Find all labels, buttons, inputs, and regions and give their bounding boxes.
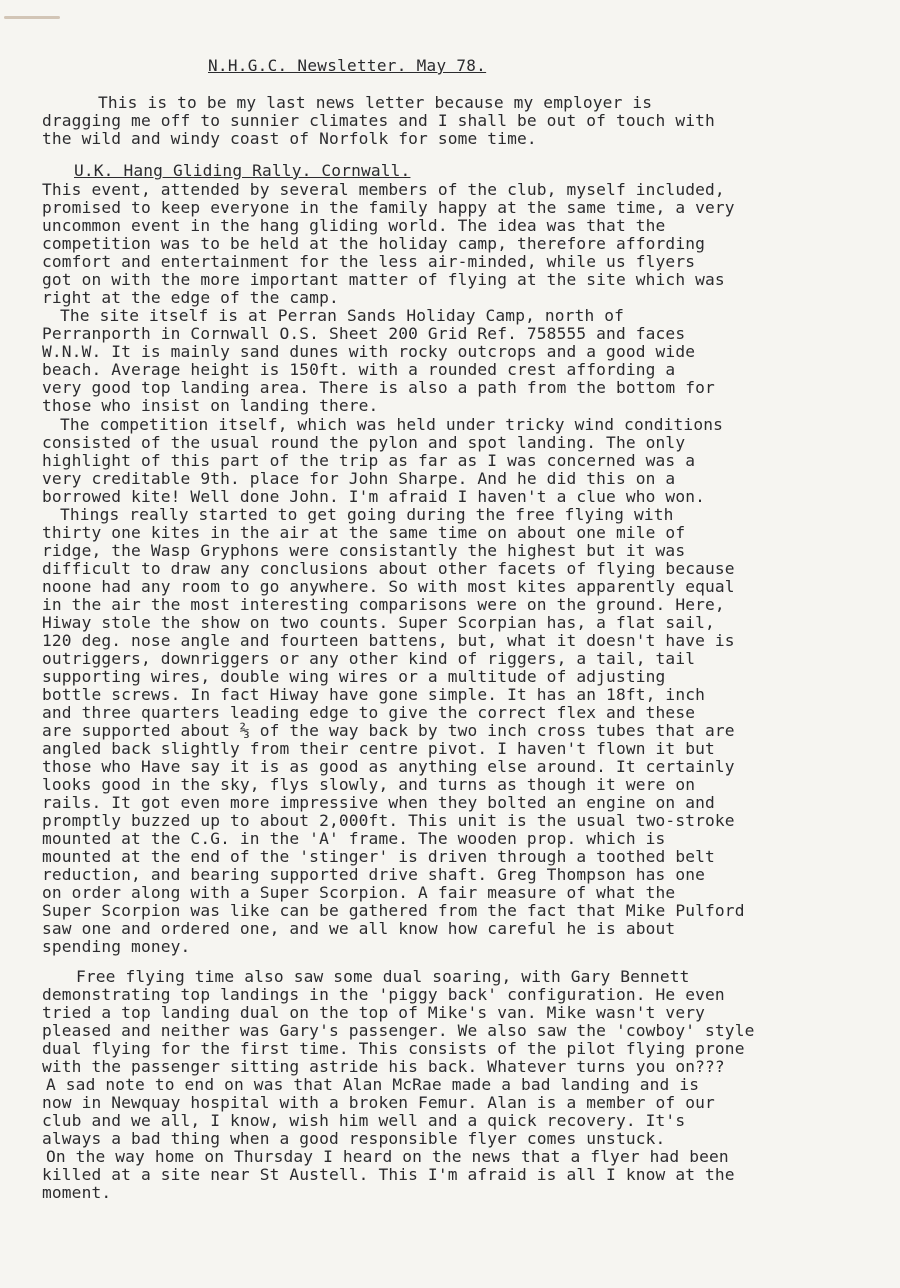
closing-line: Free flying time also saw some dual soaring, with Gary Bennett — [76, 967, 690, 986]
body-line: borrowed kite! Well done John. I'm afraid I haven't a clue who won. — [42, 487, 706, 506]
intro-line: dragging me off to sunnier climates and I shall be out of touch with — [42, 111, 715, 130]
body-line: thirty one kites in the air at the same time on about one mile of — [42, 523, 686, 542]
closing-line: with the passenger sitting astride his back. Whatever turns you on??? — [42, 1057, 725, 1076]
body-line: very creditable 9th. place for John Sharpe. And he did this on a — [42, 469, 676, 488]
intro-line: This is to be my last news letter because my employer is — [98, 93, 653, 112]
staple-mark — [4, 16, 60, 19]
body-line: ridge, the Wasp Gryphons were consistantly the highest but it was — [42, 541, 686, 560]
body-line: on order along with a Super Scorpion. A fair measure of what the — [42, 883, 676, 902]
closing-line: killed at a site near St Austell. This I'm afraid is all I know at the — [42, 1165, 735, 1184]
body-line: those who Have say it is as good as anything else around. It certainly — [42, 757, 735, 776]
closing-line: moment. — [42, 1183, 112, 1202]
body-line: saw one and ordered one, and we all know how careful he is about — [42, 919, 676, 938]
body-line: very good top landing area. There is also a path from the bottom for — [42, 378, 715, 397]
closing-line: On the way home on Thursday I heard on the news that a flyer had been — [46, 1147, 729, 1166]
body-line: mounted at the C.G. in the 'A' frame. The wooden prop. which is — [42, 829, 666, 848]
closing-line: A sad note to end on was that Alan McRae made a bad landing and is — [46, 1075, 700, 1094]
body-line: difficult to draw any conclusions about other facets of flying because — [42, 559, 735, 578]
body-line: looks good in the sky, flys slowly, and turns as though it were on — [42, 775, 696, 794]
body-line: supporting wires, double wing wires or a multitude of adjusting — [42, 667, 666, 686]
body-line: in the air the most interesting comparisons were on the ground. Here, — [42, 595, 725, 614]
body-line: are supported about ⅔ of the way back by two inch cross tubes that are — [42, 721, 735, 740]
body-line: Super Scorpion was like can be gathered from the fact that Mike Pulford — [42, 901, 745, 920]
body-line: those who insist on landing there. — [42, 396, 379, 415]
body-line: and three quarters leading edge to give the correct flex and these — [42, 703, 696, 722]
closing-line: now in Newquay hospital with a broken Femur. Alan is a member of our — [42, 1093, 715, 1112]
closing-line: tried a top landing dual on the top of Mike's van. Mike wasn't very — [42, 1003, 706, 1022]
body-line: Hiway stole the show on two counts. Super Scorpian has, a flat sail, — [42, 613, 715, 632]
body-line: highlight of this part of the trip as far as I was concerned was a — [42, 451, 696, 470]
body-line: uncommon event in the hang gliding world. The idea was that the — [42, 216, 666, 235]
body-line: outriggers, downriggers or any other kind of riggers, a tail, tail — [42, 649, 696, 668]
section-heading: U.K. Hang Gliding Rally. Cornwall. — [74, 161, 411, 180]
body-line: right at the edge of the camp. — [42, 288, 339, 307]
body-line: promptly buzzed up to about 2,000ft. This unit is the usual two-stroke — [42, 811, 735, 830]
body-line: Things really started to get going during the free flying with — [60, 505, 674, 524]
body-line: mounted at the end of the 'stinger' is driven through a toothed belt — [42, 847, 715, 866]
body-line: rails. It got even more impressive when they bolted an engine on and — [42, 793, 715, 812]
closing-line: demonstrating top landings in the 'piggy back' configuration. He even — [42, 985, 725, 1004]
body-line: comfort and entertainment for the less air-minded, while us flyers — [42, 252, 696, 271]
body-line: competition was to be held at the holiday camp, therefore affording — [42, 234, 706, 253]
body-line: noone had any room to go anywhere. So with most kites apparently equal — [42, 577, 735, 596]
closing-line: always a bad thing when a good responsible flyer comes unstuck. — [42, 1129, 666, 1148]
body-line: angled back slightly from their centre pivot. I haven't flown it but — [42, 739, 715, 758]
body-line: Perranporth in Cornwall O.S. Sheet 200 Grid Ref. 758555 and faces — [42, 324, 686, 343]
body-line: spending money. — [42, 937, 191, 956]
body-line: W.N.W. It is mainly sand dunes with rocky outcrops and a good wide — [42, 342, 696, 361]
body-line: 120 deg. nose angle and fourteen battens, but, what it doesn't have is — [42, 631, 735, 650]
body-line: reduction, and bearing supported drive shaft. Greg Thompson has one — [42, 865, 706, 884]
intro-line: the wild and windy coast of Norfolk for some time. — [42, 129, 537, 148]
body-line: bottle screws. In fact Hiway have gone simple. It has an 18ft, inch — [42, 685, 706, 704]
newsletter-title: N.H.G.C. Newsletter. May 78. — [208, 56, 487, 75]
body-line: The competition itself, which was held under tricky wind conditions — [60, 415, 724, 434]
closing-line: club and we all, I know, wish him well and a quick recovery. It's — [42, 1111, 686, 1130]
body-line: got on with the more important matter of flying at the site which was — [42, 270, 725, 289]
body-line: promised to keep everyone in the family happy at the same time, a very — [42, 198, 735, 217]
body-line: consisted of the usual round the pylon and spot landing. The only — [42, 433, 686, 452]
body-line: This event, attended by several members of the club, myself included, — [42, 180, 725, 199]
body-line: The site itself is at Perran Sands Holiday Camp, north of — [60, 306, 625, 325]
closing-line: pleased and neither was Gary's passenger. We also saw the 'cowboy' style — [42, 1021, 755, 1040]
closing-line: dual flying for the first time. This consists of the pilot flying prone — [42, 1039, 745, 1058]
body-line: beach. Average height is 150ft. with a rounded crest affording a — [42, 360, 676, 379]
